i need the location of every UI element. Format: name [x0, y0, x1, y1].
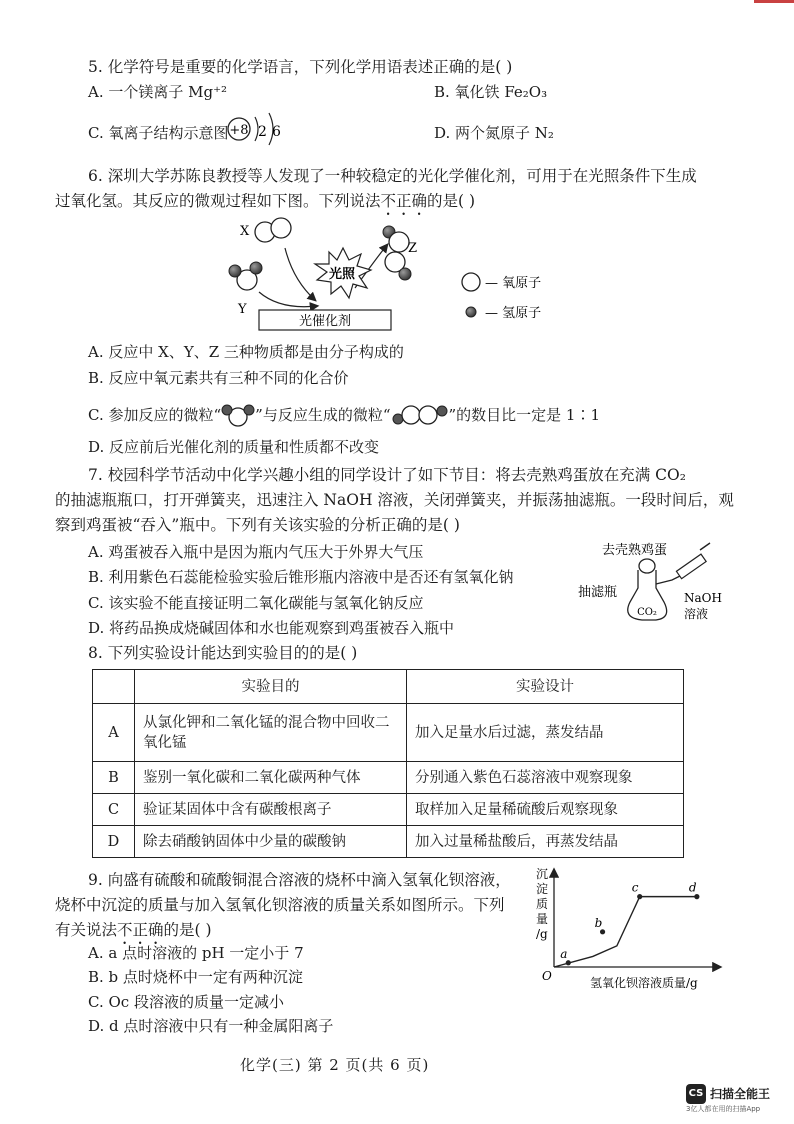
q6-stem-text: 过氧化氢。其反应的微观过程如下图。下列说法: [55, 192, 381, 210]
q9-option-c: C. Oc 段溶液的质量一定减小: [88, 993, 284, 1011]
x-axis-label: 氢氧化钡溶液质量/g: [590, 976, 698, 990]
row-label: B: [93, 762, 135, 794]
data-point-b: [600, 929, 605, 934]
brand-subtitle: 3亿人都在用的扫描App: [686, 1105, 761, 1113]
q7-stem-line2: 的抽滤瓶瓶口，打开弹簧夹，迅速注入 NaOH 溶液，关闭弹簧夹，并振荡抽滤瓶。一段时间后，观: [55, 491, 734, 509]
q6-c-text-1: C. 参加反应的微粒“: [88, 406, 222, 424]
page-footer: 化学(三) 第 2 页(共 6 页): [240, 1056, 430, 1074]
table-row: [93, 826, 684, 858]
point-label-d: d: [688, 880, 697, 895]
q7-stem-line3: 察到鸡蛋被“吞入”瓶中。下列有关该实验的分析正确的是( ): [55, 516, 460, 534]
table-header-row: [93, 670, 684, 704]
row-goal: 除去硝酸钠固体中少量的碳酸钠: [135, 826, 407, 858]
oxygen-ion-structure-diagram: [224, 107, 294, 151]
row-label: C: [93, 794, 135, 826]
legend-hydrogen: — 氢原子: [485, 306, 542, 321]
light-label: 光照: [329, 267, 356, 282]
naoh-label: NaOH: [684, 591, 722, 605]
brand-name: 扫描全能王: [710, 1087, 771, 1101]
q5-option-d: D. 两个氮原子 N₂: [434, 124, 554, 142]
y-axis-label-3: 质: [536, 897, 549, 911]
scanner-brand-logo: [686, 1082, 786, 1114]
flask-label: 抽滤瓶: [578, 585, 618, 600]
molecule-x: [255, 218, 291, 242]
row-design: 加入过量稀盐酸后，再蒸发结晶: [407, 826, 684, 858]
q9-stem-line2: 烧杯中沉淀的质量与加入氢氧化钡溶液的质量关系如图所示。下列: [55, 896, 505, 914]
header-design: 实验设计: [407, 670, 684, 704]
nucleus-charge: +8: [229, 123, 249, 138]
data-point-c: [637, 894, 642, 899]
shell-2-electrons: 6: [272, 124, 281, 140]
row-goal: 验证某固体中含有碳酸根离子: [135, 794, 407, 826]
q7-option-d: D. 将药品换成烧碱固体和水也能观察到鸡蛋被吞入瓶中: [88, 619, 455, 637]
row-design: 加入足量水后过滤，蒸发结晶: [407, 704, 684, 762]
legend-oxygen: — 氧原子: [485, 276, 542, 291]
q9-stem-bracket: 的是( ): [163, 921, 212, 939]
data-point-d: [694, 894, 699, 899]
table-row: [93, 762, 684, 794]
q8-stem: 8. 下列实验设计能达到实验目的的是( ): [88, 644, 358, 662]
header-blank: [93, 670, 135, 704]
q7-option-a: A. 鸡蛋被吞入瓶中是因为瓶内气压大于外界大气压: [88, 543, 424, 561]
q9-precipitate-chart: [530, 862, 730, 992]
oxygen-atom-icon: [462, 273, 480, 291]
q5-stem: 5. 化学符号是重要的化学语言，下列化学用语表述正确的是( ): [88, 58, 513, 76]
chart-series: [554, 881, 699, 967]
q7-flask-apparatus-figure: [572, 536, 732, 626]
header-goal: 实验目的: [135, 670, 407, 704]
q6-c-text-3: ”的数目比一定是 1∶1: [448, 406, 601, 424]
molecule-y: [229, 262, 262, 290]
point-label-b: b: [594, 915, 603, 930]
row-goal: 从氯化钾和二氧化锰的混合物中回收二氧化锰: [135, 704, 407, 762]
label-y: Y: [238, 302, 247, 317]
page-corner-mark: [754, 0, 794, 6]
q6-stem-line1: 6. 深圳大学苏陈良教授等人发现了一种较稳定的光化学催化剂，可用于在光照条件下生成: [88, 167, 697, 185]
q8-experiment-table: [92, 669, 684, 858]
molecule-z: [383, 226, 411, 280]
q9-stem-text: 有关说法: [55, 921, 118, 939]
q9-emphasis: 不正确: [117, 921, 164, 939]
row-label: D: [93, 826, 135, 858]
q7-option-c: C. 该实验不能直接证明二氧化碳能与氢氧化钠反应: [88, 594, 424, 612]
row-goal: 鉴别一氧化碳和二氧化碳两种气体: [135, 762, 407, 794]
q6-option-b: B. 反应中氧元素共有三种不同的化合价: [88, 369, 349, 387]
syringe-icon: [676, 554, 706, 579]
table-row: [93, 794, 684, 826]
co2-label: CO₂: [637, 607, 657, 618]
q9-option-d: D. d 点时溶液中只有一种金属阳离子: [88, 1017, 334, 1035]
water-molecule-icon: [221, 401, 255, 429]
y-axis-label-2: 淀: [536, 882, 549, 896]
q5-option-c: C. 氧离子结构示意图: [88, 124, 229, 142]
q7-option-b: B. 利用紫色石蕊能检验实验后锥形瓶内溶液中是否还有氢氧化钠: [88, 568, 514, 586]
q6-reaction-diagram: [225, 210, 595, 334]
y-axis-label-4: 量: [536, 912, 549, 926]
hydrogen-peroxide-molecule-icon: [391, 401, 449, 429]
q9-option-b: B. b 点时烧杯中一定有两种沉淀: [88, 968, 303, 986]
catalyst-label: 光催化剂: [298, 314, 352, 329]
row-design: 取样加入足量稀硫酸后观察现象: [407, 794, 684, 826]
q6-c-text-2: ”与反应生成的微粒“: [255, 406, 391, 424]
table-row: [93, 704, 684, 762]
q9-option-a: A. a 点时溶液的 pH 一定小于 7: [88, 944, 304, 962]
q5-option-b: B. 氧化铁 Fe₂O₃: [434, 83, 548, 101]
camscanner-icon: CS: [686, 1084, 706, 1104]
q6-option-c: [88, 401, 600, 429]
row-design: 分别通入紫色石蕊溶液中观察现象: [407, 762, 684, 794]
series-line: [554, 897, 697, 967]
egg-icon: [639, 559, 655, 573]
origin-label: O: [542, 969, 552, 983]
y-axis-label-5: /g: [536, 927, 548, 941]
q6-option-d: D. 反应前后光催化剂的质量和性质都不改变: [88, 438, 380, 456]
hydrogen-atom-icon: [466, 307, 476, 317]
data-point-a: [566, 960, 571, 965]
q6-option-a: A. 反应中 X、Y、Z 三种物质都是由分子构成的: [88, 343, 404, 361]
q6-stem-bracket: 的是( ): [427, 192, 476, 210]
y-axis-label-1: 沉: [536, 867, 549, 881]
q9-stem-line1: 9. 向盛有硫酸和硫酸铜混合溶液的烧杯中滴入氢氧化钡溶液，: [88, 871, 511, 889]
shell-1-electrons: 2: [258, 124, 267, 140]
point-label-a: a: [560, 946, 568, 961]
point-label-c: c: [631, 880, 639, 895]
egg-label: 去壳熟鸡蛋: [602, 543, 668, 558]
label-z: Z: [408, 241, 418, 256]
q7-stem-line1: 7. 校园科学节活动中化学兴趣小组的同学设计了如下节目：将去壳熟鸡蛋放在充满 CO₂: [88, 466, 686, 484]
solution-label: 溶液: [684, 607, 709, 621]
q6-emphasis: 不正确: [380, 192, 428, 210]
label-x: X: [240, 224, 250, 239]
q5-option-a: A. 一个镁离子 Mg⁺²: [88, 83, 228, 101]
row-label: A: [93, 704, 135, 762]
